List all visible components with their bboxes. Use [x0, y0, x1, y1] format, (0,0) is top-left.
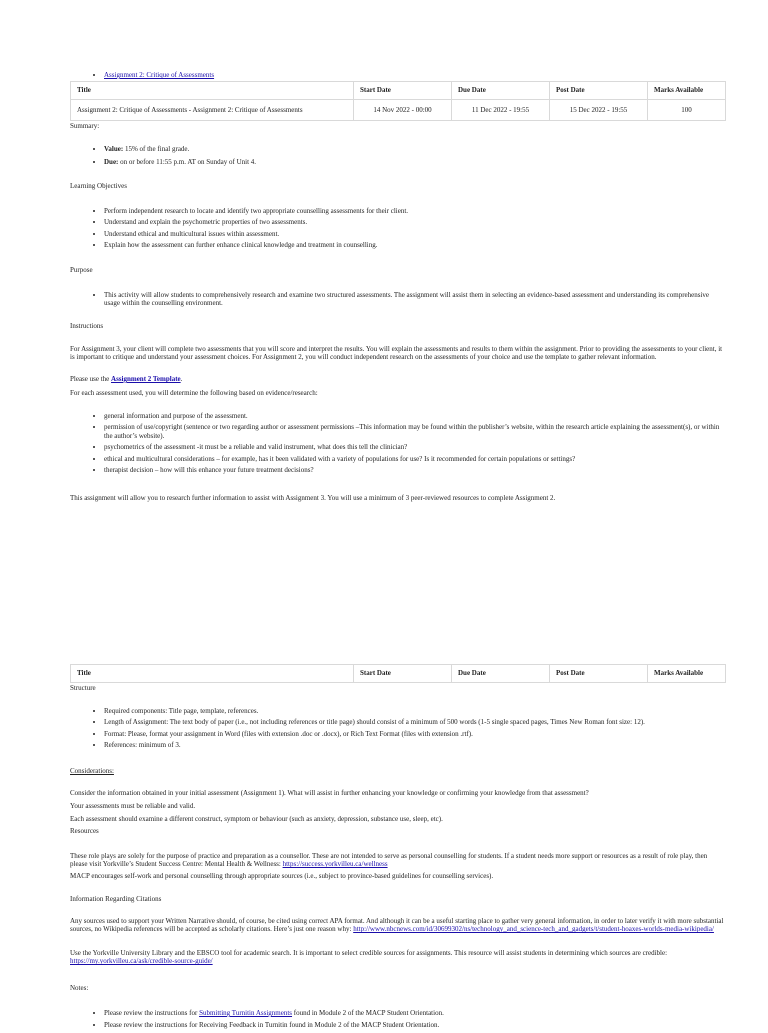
- list-item: • Length of Assignment: The text body of paper (i.e., not including references or title page) should consist of a minimum of 500 words (1-5 single spaced pages, Times New Roman font size: 12).: [104, 718, 725, 726]
- learning-objectives-heading: Learning Objectives: [70, 182, 127, 190]
- col-start-header: Start Date: [354, 665, 452, 683]
- list-item: • psychometrics of the assessment -it must be a reliable and valid instrument, what does this tell the clinician?: [104, 443, 725, 451]
- resources-text: These role plays are solely for the purpose of practice and preparation as a counsellor. These are not intended to serve as personal counselling for students. If a student needs more support or resources as a result of role play, then please visit Yorkville’s Student Success Centre: Mental Health & Wellness:: [70, 852, 708, 869]
- value-label: Value:: [104, 145, 124, 153]
- table-header-row: [71, 665, 726, 683]
- turnitin-link[interactable]: Submitting Turnitin Assignments: [199, 1009, 293, 1017]
- due-text: on or before 11:55 p.m. AT on Sunday of Unit 4.: [118, 158, 257, 167]
- assignment-table-2: [70, 664, 726, 683]
- instructions-paragraph-2: For each assessment used, you will determine the following based on evidence/research:: [70, 389, 318, 397]
- resources-paragraph-2: MACP encourages self-work and personal counselling through appropriate sources (i.e., subject to province-based guidelines for counselling services).: [70, 872, 494, 880]
- assignment-table: [70, 81, 726, 121]
- due-label: Due:: [104, 158, 119, 167]
- cell-marks: 100: [648, 100, 726, 121]
- assignment-table-wrapper: [70, 81, 725, 121]
- list-item: • permission of use/copyright (sentence or two regarding author or assessment permissions –This information may be found within the publisher’s website, within the research article explaining the assessment(s), or within the author’s website).: [104, 423, 725, 440]
- list-item: [104, 1009, 725, 1017]
- col-post-header: Post Date: [550, 665, 648, 683]
- col-due-header: Due Date: [452, 82, 550, 100]
- resources-paragraph-1: [70, 852, 725, 869]
- cell-due-date: 11 Dec 2022 - 19:55: [452, 100, 550, 121]
- citations-paragraph-2: [70, 949, 725, 966]
- notes-item-prefix: Please review the instructions for: [104, 1009, 200, 1017]
- col-due-header: Due Date: [452, 665, 550, 683]
- citations-text: Any sources used to support your Written Narrative should, of course, be cited using correct APA format. And although it can be a useful starting place to gather very general information, in order to later verify it with more substantial sources, no Wikipedia references will be accepted as scholarly citations. Here’s just one reason why:: [70, 917, 724, 934]
- citations-text-2: Use the Yorkville University Library and the EBSCO tool for academic search. It is important to select credible sources for assignments. This resource will assist students in determining which sources are credible:: [70, 949, 668, 957]
- template-suffix: .: [180, 375, 183, 383]
- instructions-list: [70, 412, 725, 477]
- notes-item-suffix: found in Module 2 of the MACP Student Orientation.: [292, 1009, 444, 1017]
- list-item: • Required components: Title page, template, references.: [104, 707, 725, 715]
- list-item: • Please review the instructions for Receiving Feedback in Turnitin found in Module 2 of the MACP Student Orientation.: [104, 1021, 725, 1029]
- list-item: • Explain how the assessment can further enhance clinical knowledge and treatment in counselling.: [104, 241, 725, 249]
- list-item: • Format: Please, format your assignment in Word (files with extension .doc or .docx), or Rich Text Format (files with extension .rtf).: [104, 730, 725, 738]
- citations-heading: Information Regarding Citations: [70, 895, 162, 903]
- cell-title: Assignment 2: Critique of Assessments - Assignment 2: Critique of Assessments: [71, 100, 354, 121]
- summary-heading: Summary:: [70, 122, 100, 130]
- assignment-table-2-wrapper: [70, 664, 725, 683]
- wellness-link[interactable]: https://success.yorkvilleu.ca/wellness: [282, 860, 388, 869]
- notes-list: [70, 1009, 725, 1033]
- nbcnews-link[interactable]: http://www.nbcnews.com/id/30699302/ns/technology_and_science-tech_and_gadgets/t/student-hoaxes-worlds-media-wikipedia/: [353, 925, 714, 934]
- considerations-heading: Considerations:: [70, 767, 114, 775]
- summary-list: [70, 145, 725, 170]
- purpose-heading: Purpose: [70, 266, 93, 274]
- list-item: • Perform independent research to locate and identify two appropriate counselling assessments for their client.: [104, 207, 725, 215]
- notes-heading: Notes:: [70, 984, 89, 992]
- list-item: [104, 71, 725, 79]
- table-header-row: [71, 82, 726, 100]
- structure-heading: Structure: [70, 684, 96, 692]
- list-item: • general information and purpose of the assessment.: [104, 412, 725, 420]
- col-marks-header: Marks Available: [648, 665, 726, 683]
- instructions-heading: Instructions: [70, 322, 104, 330]
- list-item: • ethical and multicultural considerations – for example, has it been validated with a variety of populations for use? Is it recommended for certain populations or settings?: [104, 455, 725, 463]
- list-item: [104, 145, 725, 153]
- list-item: • This activity will allow students to comprehensively research and examine two structured assessments. The assignment will assist them in selecting an evidence-based assessment and understanding its comprehensive usage within the counselling environment.: [104, 291, 725, 308]
- col-start-header: Start Date: [354, 82, 452, 100]
- list-item: • Understand and explain the psychometric properties of two assessments.: [104, 218, 725, 226]
- value-text: 15% of the final grade.: [123, 145, 190, 153]
- cell-post-date: 15 Dec 2022 - 19:55: [550, 100, 648, 121]
- structure-list: [70, 707, 725, 753]
- list-item: • References: minimum of 3.: [104, 741, 725, 749]
- instructions-paragraph: For Assignment 3, your client will complete two assessments that you will score and interpret the results. You will explain the assessments and results to them within the assignment. Prior to providing the assessments to your client, it is important to critique and understand your assessment choices. For Assignment 2, you will conduct independent research on the assessments of your choice and use the template to gather relevant information.: [70, 345, 723, 362]
- table-row: [71, 100, 726, 121]
- col-title-header: Title: [71, 665, 354, 683]
- template-line: [70, 375, 725, 383]
- col-marks-header: Marks Available: [648, 82, 726, 100]
- assignment-title-link[interactable]: Assignment 2: Critique of Assessments: [104, 71, 215, 79]
- list-item: • therapist decision – how will this enhance your future treatment decisions?: [104, 466, 725, 474]
- considerations-paragraph-1: Consider the information obtained in your initial assessment (Assignment 1). What will assist in further enhancing your knowledge or confirming your knowledge from that assessment?: [70, 789, 589, 797]
- resources-heading: Resources: [70, 827, 99, 835]
- cell-start-date: 14 Nov 2022 - 00:00: [354, 100, 452, 121]
- considerations-paragraph-2: Your assessments must be reliable and valid.: [70, 802, 196, 810]
- list-item: [104, 158, 725, 166]
- template-link[interactable]: Assignment 2 Template: [111, 375, 181, 383]
- instructions-paragraph-3: This assignment will allow you to research further information to assist with Assignment 3. You will use a minimum of 3 peer-reviewed resources to complete Assignment 2.: [70, 494, 556, 502]
- col-title-header: Title: [71, 82, 354, 100]
- col-post-header: Post Date: [550, 82, 648, 100]
- citations-paragraph-1: [70, 917, 725, 934]
- purpose-list: [70, 291, 725, 311]
- template-prefix: Please use the: [70, 375, 112, 383]
- list-item: • Understand ethical and multicultural issues within assessment.: [104, 230, 725, 238]
- considerations-paragraph-3: Each assessment should examine a different construct, symptom or behaviour (such as anxiety, depression, substance use, sleep, etc).: [70, 815, 443, 823]
- learning-objectives-list: [70, 207, 725, 253]
- credible-source-link[interactable]: https://my.yorkvilleu.ca/ask/credible-source-guide/: [70, 957, 213, 966]
